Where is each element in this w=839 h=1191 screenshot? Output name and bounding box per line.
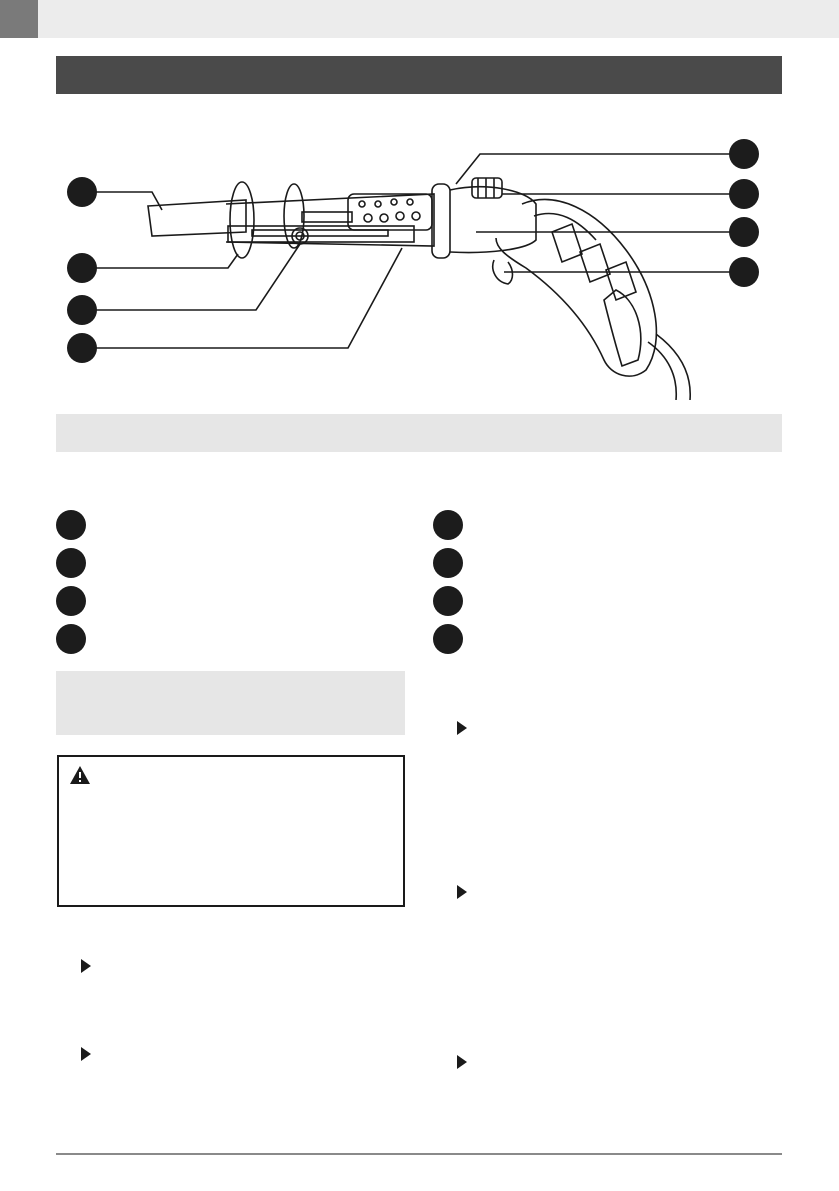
legend-marker [56,510,86,540]
power-cable [648,342,676,400]
leader-5 [456,154,730,184]
legend-marker [433,510,463,540]
head-body [450,187,536,253]
legend-marker [56,586,86,616]
triangle-bullet-icon [457,885,467,899]
legend-marker [56,624,86,654]
legend-row [433,506,763,544]
legend-row [433,582,763,620]
note-heading-box [56,671,405,735]
guard-right [284,184,304,248]
leader-4 [94,248,402,348]
grip-insert [604,290,641,366]
legend-marker [433,624,463,654]
barrel-window [302,212,352,222]
leader-1 [94,192,162,210]
leader-2 [94,254,238,268]
triangle-bullet-icon [457,721,467,735]
guide-slot [252,230,388,236]
callout-1 [67,177,97,207]
callout-6 [729,179,759,209]
tool-illustration [56,120,782,400]
legend-row [433,620,763,658]
warning-box [57,755,405,907]
handle-outline [496,200,656,377]
triangle-bullet-icon [81,959,91,973]
page-top-strip [0,0,839,38]
footer-rule [56,1153,782,1155]
legend-row [433,544,763,582]
legend-marker [433,586,463,616]
page-tab-marker [0,0,38,38]
section-header-bar [56,56,782,94]
guide-frame [228,226,414,242]
barrel-body [226,194,434,246]
callout-3 [67,295,97,325]
guard-left [230,182,254,258]
legend-row [56,582,386,620]
vent-panel [348,194,432,230]
legend-row [56,620,386,658]
legend-marker [433,548,463,578]
callout-5 [729,139,759,169]
legend-left-column [56,506,386,658]
leader-3 [94,244,300,310]
warning-triangle-icon [69,765,91,785]
legend-row [56,544,386,582]
callout-7 [729,217,759,247]
callout-4 [67,333,97,363]
legend-right-column [433,506,763,658]
triangle-bullet-icon [81,1047,91,1061]
callout-8 [729,257,759,287]
subsection-header-bar [56,414,782,452]
callout-2 [67,253,97,283]
triangle-bullet-icon [457,1055,467,1069]
legend-marker [56,548,86,578]
legend-row [56,506,386,544]
hot-knife-drawing [56,120,782,400]
